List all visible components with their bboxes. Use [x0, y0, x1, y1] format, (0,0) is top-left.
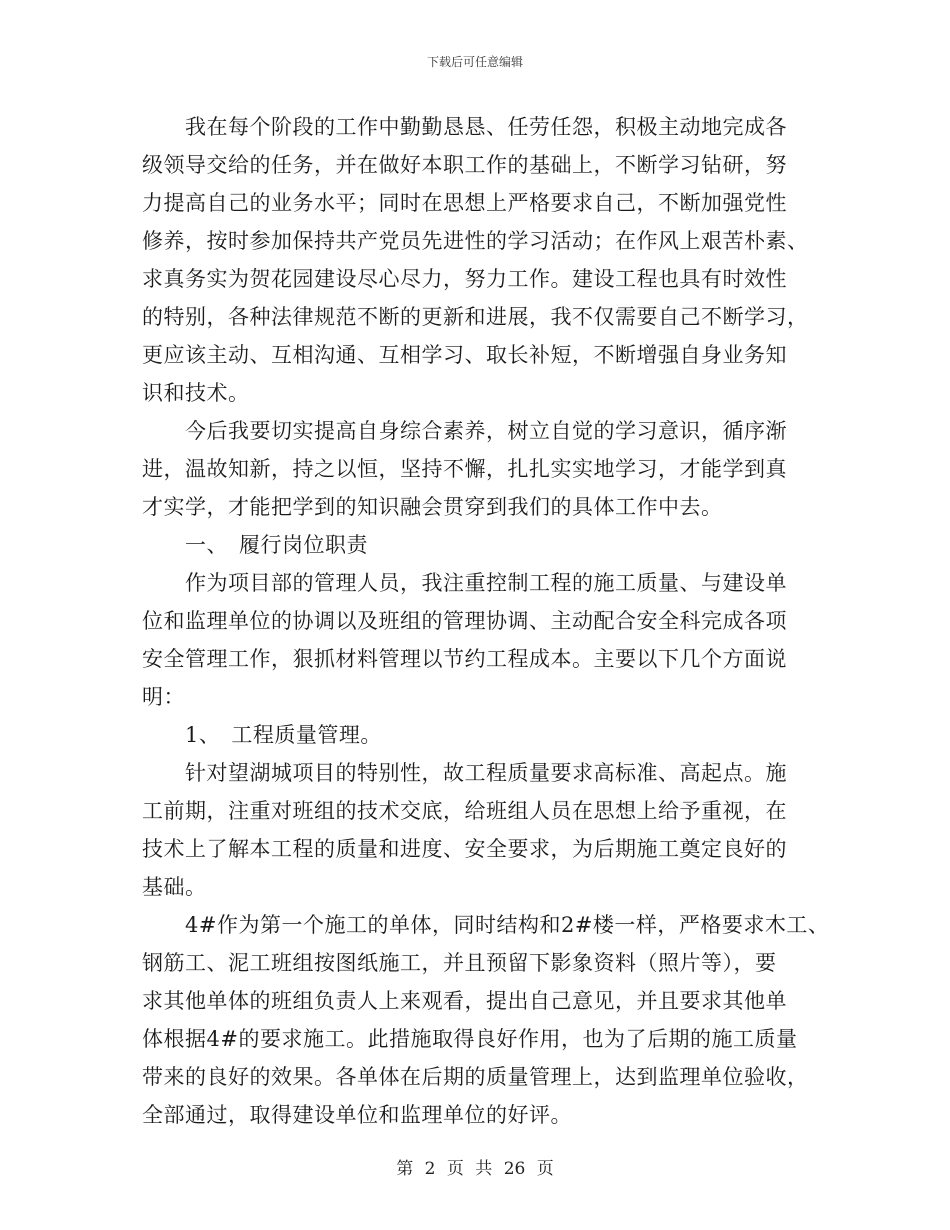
text-line: 安全管理工作，狠抓材料管理以节约工程成本。主要以下几个方面说	[142, 647, 787, 671]
text-line: 的特别，各种法律规范不断的更新和进展，我不仅需要自己不断学习，	[142, 305, 809, 329]
page-number: 第 2 页 共 26 页	[396, 1159, 554, 1179]
text-line: 明：	[142, 685, 185, 709]
text-line: 针对望湖城项目的特别性，故工程质量要求高标准、高起点。施	[142, 761, 787, 785]
text-line: 我在每个阶段的工作中勤勤恳恳、任劳任怨，积极主动地完成各	[142, 115, 787, 139]
text-line: 更应该主动、互相沟通、互相学习、取长补短，不断增强自身业务知	[142, 343, 787, 367]
text-line: 带来的良好的效果。各单体在后期的质量管理上，达到监理单位验收，	[142, 1065, 809, 1089]
text-line: 求真务实为贺花园建设尽心尽力，努力工作。建设工程也具有时效性	[142, 267, 787, 291]
text-line: 识和技术。	[142, 381, 250, 405]
section-heading: 一、 履行岗位职责	[142, 533, 368, 557]
text-line: 力提高自己的业务水平；同时在思想上严格要求自己，不断加强党性	[142, 191, 787, 215]
text-line: 4#作为第一个施工的单体，同时结构和2#楼一样，严格要求木工、	[142, 913, 830, 937]
text-line: 全部通过，取得建设单位和监理单位的好评。	[142, 1103, 572, 1127]
text-line: 修养，按时参加保持共产党员先进性的学习活动；在作风上艰苦朴素、	[142, 229, 809, 253]
text-line: 位和监理单位的协调以及班组的管理协调、主动配合安全科完成各项	[142, 609, 787, 633]
text-line: 求其他单体的班组负责人上来观看，提出自己意见，并且要求其他单	[142, 989, 787, 1013]
text-line: 钢筋工、泥工班组按图纸施工，并且预留下影象资料（照片等），要	[142, 951, 777, 975]
text-line: 基础。	[142, 875, 207, 899]
text-line: 技术上了解本工程的质量和进度、安全要求，为后期施工奠定良好的	[142, 837, 787, 861]
text-line: 今后我要切实提高自身综合素养，树立自觉的学习意识，循序渐	[142, 419, 787, 443]
document-body	[142, 108, 830, 1134]
text-line: 体根据4#的要求施工。此措施取得良好作用，也为了后期的施工质量	[142, 1027, 798, 1051]
page-header: 下载后可任意编辑	[426, 55, 523, 69]
text-line: 进，温故知新，持之以恒，坚持不懈，扎扎实实地学习，才能学到真	[142, 457, 787, 481]
text-line: 工前期，注重对班组的技术交底，给班组人员在思想上给予重视，在	[142, 799, 787, 823]
text-line: 作为项目部的管理人员，我注重控制工程的施工质量、与建设单	[142, 571, 787, 595]
subsection-heading: 1、 工程质量管理。	[142, 723, 382, 747]
text-line: 级领导交给的任务，并在做好本职工作的基础上，不断学习钻研，努	[142, 153, 787, 177]
text-line: 才实学，才能把学到的知识融会贯穿到我们的具体工作中去。	[142, 495, 723, 519]
